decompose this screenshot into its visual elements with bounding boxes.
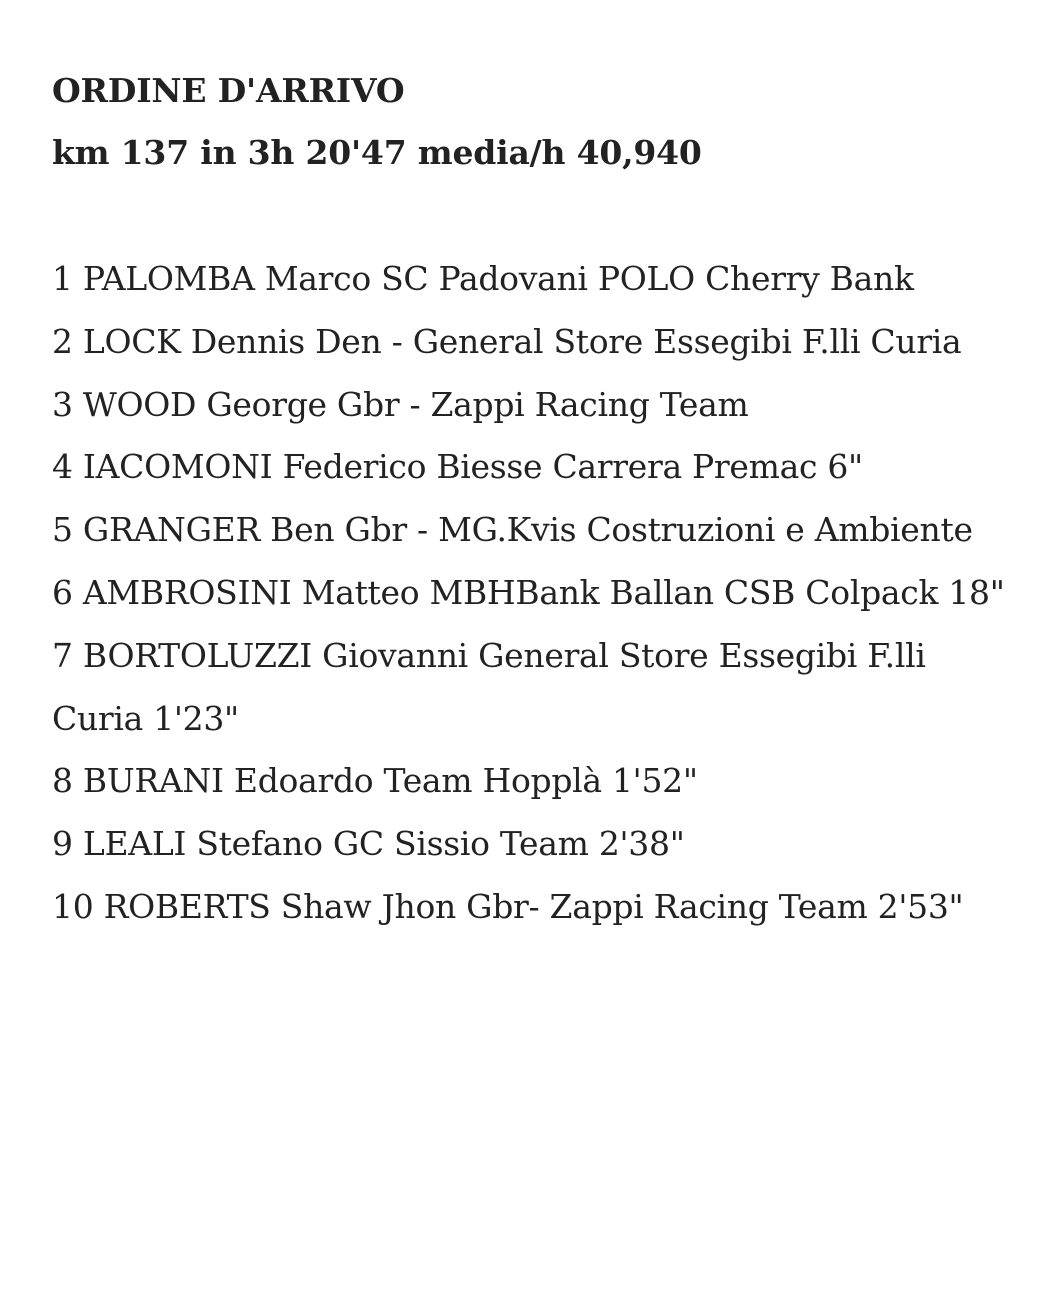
page-title: ORDINE D'ARRIVO [52,71,405,110]
result-row-7: 7 BORTOLUZZI Giovanni General Store Essegibi F.lli Curia 1'23" [52,635,926,738]
results-list [52,248,1014,939]
result-row-2: 2 LOCK Dennis Den - General Store Essegibi F.lli Curia [52,321,962,361]
result-row-9: 9 LEALI Stefano GC Sissio Team 2'38" [52,824,685,864]
result-row-8: 8 BURANI Edoardo Team Hopplà 1'52" [52,761,698,801]
result-row-6: 6 AMBROSINI Matteo MBHBank Ballan CSB Colpack 18" [52,572,1005,612]
result-row-3: 3 WOOD George Gbr - Zappi Racing Team [52,384,749,424]
result-row-10: 10 ROBERTS Shaw Jhon Gbr- Zappi Racing Team 2'53" [52,886,964,926]
result-row-1: 1 PALOMBA Marco SC Padovani POLO Cherry Bank [52,259,914,298]
result-row-4: 4 IACOMONI Federico Biesse Carrera Premac 6" [52,447,863,487]
result-row-5: 5 GRANGER Ben Gbr - MG.Kvis Costruzioni e Ambiente [52,510,973,550]
race-summary: km 137 in 3h 20'47 media/h 40,940 [52,133,702,172]
